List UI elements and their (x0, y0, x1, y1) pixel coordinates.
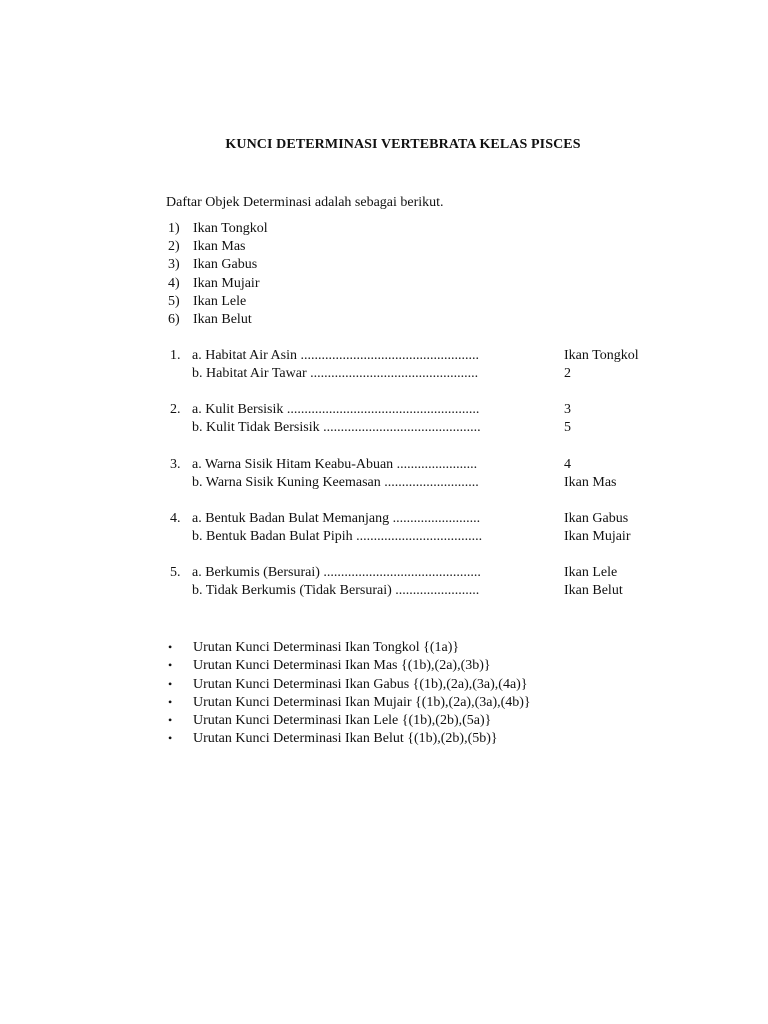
key-step-3 (170, 456, 670, 492)
key-option-a (170, 564, 670, 582)
list-item-label: Ikan Mas (193, 239, 246, 255)
key-step-5 (170, 564, 670, 600)
key-option-result: 4 (564, 457, 571, 472)
key-option-result: 2 (564, 366, 571, 381)
list-item-label: Urutan Kunci Determinasi Ikan Mujair {(1b),(2a),(3a),(4b)} (193, 694, 531, 710)
list-item-number: 4) (168, 275, 180, 291)
key-option-text: b. Tidak Berkumis (Tidak Bersurai) ........................ (192, 583, 480, 598)
key-option-b (170, 582, 670, 600)
key-step-1 (170, 347, 670, 383)
key-option-b (170, 365, 670, 383)
key-number: 3. (170, 457, 181, 472)
key-option-a (170, 401, 670, 419)
list-item-label: Urutan Kunci Determinasi Ikan Belut {(1b),(2b),(5b)} (193, 731, 498, 747)
key-option-result: Ikan Belut (564, 583, 623, 598)
key-option-text: a. Berkumis (Bersurai) ............................................. (192, 565, 481, 580)
key-option-a (170, 510, 670, 528)
key-step-2 (170, 401, 670, 437)
key-option-result: 5 (564, 420, 571, 435)
bullet-icon: • (168, 694, 173, 709)
key-option-text: a. Bentuk Badan Bulat Memanjang ......................... (192, 511, 481, 526)
key-option-a (170, 456, 670, 474)
list-item-label: Ikan Belut (193, 311, 252, 327)
key-option-text: a. Warna Sisik Hitam Keabu-Abuan ....................... (192, 457, 478, 472)
key-number: 4. (170, 511, 181, 526)
key-step-4 (170, 510, 670, 546)
list-item-number: 3) (168, 257, 180, 273)
list-item-label: Urutan Kunci Determinasi Ikan Mas {(1b),(2a),(3b)} (193, 658, 491, 674)
key-option-result: Ikan Tongkol (564, 348, 639, 363)
list-item (168, 238, 268, 256)
bullet-icon: • (168, 713, 173, 728)
key-option-text: b. Bentuk Badan Bulat Pipih .................................... (192, 529, 483, 544)
key-option-text: b. Kulit Tidak Bersisik ............................................. (192, 420, 481, 435)
key-number: 5. (170, 565, 181, 580)
list-item (168, 256, 268, 274)
list-item-number: 2) (168, 239, 180, 255)
key-option-result: Ikan Lele (564, 565, 618, 580)
list-item-number: 5) (168, 293, 180, 309)
bullet-icon: • (168, 658, 173, 673)
list-item-number: 1) (168, 221, 180, 236)
list-item (168, 729, 531, 747)
key-number: 1. (170, 348, 181, 363)
list-item-label: Ikan Gabus (193, 257, 258, 273)
list-item (168, 311, 268, 329)
list-item-label: Ikan Lele (193, 293, 247, 309)
key-option-b (170, 528, 670, 546)
key-option-result: Ikan Mujair (564, 529, 631, 544)
object-list (168, 220, 268, 329)
bullet-icon: • (168, 731, 173, 746)
bullet-icon: • (168, 640, 173, 654)
list-item-label: Ikan Tongkol (193, 221, 268, 236)
key-option-a (170, 347, 670, 365)
list-item (168, 638, 531, 656)
list-item-label: Urutan Kunci Determinasi Ikan Tongkol {(1a)} (193, 640, 460, 655)
list-item (168, 656, 531, 674)
list-item-label: Ikan Mujair (193, 275, 260, 291)
key-option-b (170, 474, 670, 492)
key-option-result: Ikan Gabus (564, 511, 629, 526)
list-item (168, 693, 531, 711)
key-option-b (170, 419, 670, 437)
list-item (168, 293, 268, 311)
key-option-result: 3 (564, 402, 571, 417)
sequence-list (168, 638, 531, 748)
key-option-result: Ikan Mas (564, 475, 617, 490)
bullet-icon: • (168, 676, 173, 691)
key-option-text: a. Kulit Bersisik ....................................................... (192, 402, 480, 417)
key-option-text: b. Habitat Air Tawar ................................................ (192, 366, 479, 381)
list-item-label: Urutan Kunci Determinasi Ikan Gabus {(1b),(2a),(3a),(4a)} (193, 676, 528, 692)
intro-text: Daftar Objek Determinasi adalah sebagai berikut. (166, 195, 444, 210)
key-number: 2. (170, 402, 181, 417)
list-item-label: Urutan Kunci Determinasi Ikan Lele {(1b),(2b),(5a)} (193, 713, 492, 729)
list-item (168, 275, 268, 293)
list-item-number: 6) (168, 311, 180, 327)
key-option-text: b. Warna Sisik Kuning Keemasan ........................... (192, 475, 479, 490)
list-item (168, 220, 268, 238)
list-item (168, 675, 531, 693)
key-option-text: a. Habitat Air Asin ................................................... (192, 348, 479, 363)
list-item (168, 711, 531, 729)
page-title: KUNCI DETERMINASI VERTEBRATA KELAS PISCES (225, 137, 581, 152)
